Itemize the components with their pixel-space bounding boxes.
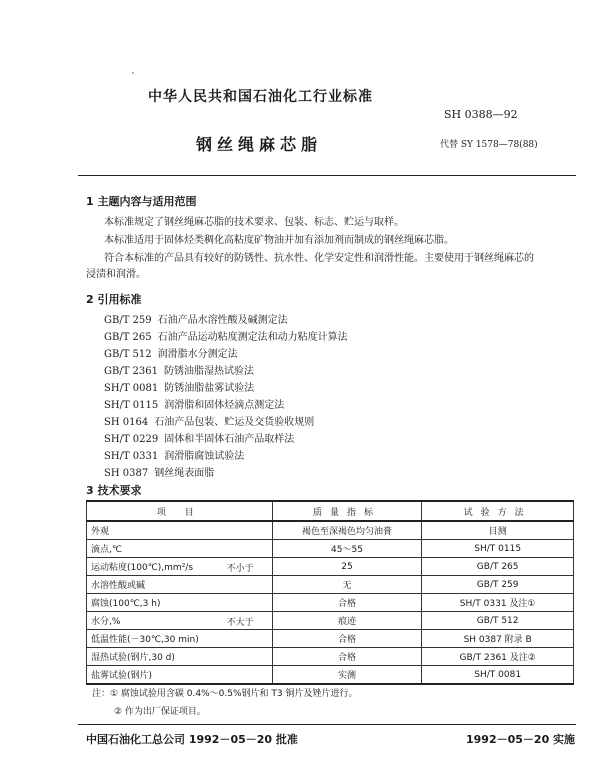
row-method: SH/T 0115 (422, 540, 574, 558)
row-method: GB/T 2361 及注② (422, 648, 574, 666)
section-heading-1: 1 主题内容与适用范围 (86, 195, 197, 208)
row-item: 外观 (91, 527, 110, 537)
row-method: GB/T 259 (422, 576, 574, 594)
table-row (87, 630, 574, 648)
row-spec: 25 (272, 558, 422, 576)
row-spec: 合格 (272, 648, 422, 666)
scan-speck (132, 72, 134, 74)
row-spec: 合格 (272, 630, 422, 648)
column-header-quality: 质量指标 (272, 501, 422, 521)
reference-item: SH/T 0115 润滑脂和固体烃滴点测定法 (104, 400, 285, 411)
row-item: 腐蚀(100℃,3 h) (91, 599, 161, 609)
reference-item: GB/T 2361 防锈油脂湿热试验法 (104, 366, 255, 377)
row-qualifier: 不大于 (226, 618, 254, 628)
column-header-item: 项 目 (87, 501, 273, 521)
table-row (87, 540, 574, 558)
section1-paragraph-2: 本标准适用于固体烃类稠化高粘度矿物油并加有添加剂而制成的钢丝绳麻芯脂。 (104, 235, 454, 246)
row-method: GB/T 265 (422, 558, 574, 576)
reference-item: GB/T 512 润滑脂水分测定法 (104, 349, 238, 360)
reference-item: GB/T 259 石油产品水溶性酸及碱测定法 (104, 315, 288, 326)
row-method: SH 0387 附录 B (422, 630, 574, 648)
row-item: 运动粘度(100℃),mm²/s (91, 563, 194, 573)
row-spec: 45～55 (272, 540, 422, 558)
row-spec: 痕迹 (272, 612, 422, 630)
row-method: 目测 (422, 521, 574, 540)
row-item: 水溶性酸或碱 (91, 581, 146, 591)
org-title: 中华人民共和国石油化工行业标准 (148, 89, 373, 105)
row-spec: 合格 (272, 594, 422, 612)
footer-divider (78, 724, 576, 725)
standard-number: SH 0388—92 (444, 108, 518, 121)
table-note-2: ② 作为出厂保证项目。 (114, 707, 206, 717)
row-spec: 无 (272, 576, 422, 594)
row-item: 水分,% (91, 617, 121, 627)
table-note-1: 注：① 腐蚀试验用含碳 0.4%～0.5%钢片和 T3 铜片及矬片进行。 (92, 689, 358, 699)
reference-item: SH/T 0081 防锈油脂盐雾试验法 (104, 383, 255, 394)
reference-item: GB/T 265 石油产品运动粘度测定法和动力粘度计算法 (104, 332, 348, 343)
row-method: SH/T 0331 及注① (422, 594, 574, 612)
table-row (87, 594, 574, 612)
replaces-standard: 代替 SY 1578—78(88) (440, 140, 538, 150)
column-header-method: 试验方法 (422, 501, 574, 521)
row-method: GB/T 512 (422, 612, 574, 630)
implementation-date: 1992－05－20 实施 (466, 733, 576, 746)
table-row (87, 648, 574, 666)
section1-paragraph-3-cont: 浸渍和润滑。 (86, 269, 146, 280)
reference-item: SH 0164 石油产品包装、贮运及交货验收规则 (104, 417, 315, 428)
row-item: 盐雾试验(钢片) (91, 671, 153, 681)
reference-item: SH 0387 钢丝绳表面脂 (104, 468, 215, 479)
section1-paragraph-1: 本标准规定了钢丝绳麻芯脂的技术要求、包装、标志、贮运与取样。 (104, 217, 404, 228)
section-heading-3: 3 技术要求 (86, 484, 142, 497)
row-item: 滴点,℃ (91, 545, 122, 555)
reference-item: SH/T 0331 润滑脂腐蚀试验法 (104, 451, 245, 462)
table-row (87, 612, 574, 630)
header-divider (78, 175, 576, 176)
row-spec: 实测 (272, 666, 422, 685)
technical-requirements-table (86, 500, 574, 685)
table-row (87, 521, 574, 540)
document-title: 钢丝绳麻芯脂 (196, 135, 323, 154)
row-spec: 褐色至深褐色均匀油膏 (272, 521, 422, 540)
approval-line: 中国石油化工总公司 1992－05－20 批准 (86, 733, 298, 746)
row-item: 湿热试验(钢片,30 d) (91, 653, 175, 663)
table-row (87, 576, 574, 594)
section1-paragraph-3: 符合本标准的产品具有较好的防锈性、抗水性、化学安定性和润滑性能。主要使用于钢丝绳麻芯的 (104, 253, 534, 264)
row-method: SH/T 0081 (422, 666, 574, 685)
row-qualifier: 不小于 (226, 564, 254, 574)
table-row (87, 558, 574, 576)
table-header-row (87, 501, 574, 521)
reference-item: SH/T 0229 固体和半固体石油产品取样法 (104, 434, 295, 445)
row-item: 低温性能(－30℃,30 min) (91, 635, 199, 645)
table-row (87, 666, 574, 685)
section-heading-2: 2 引用标准 (86, 293, 142, 306)
